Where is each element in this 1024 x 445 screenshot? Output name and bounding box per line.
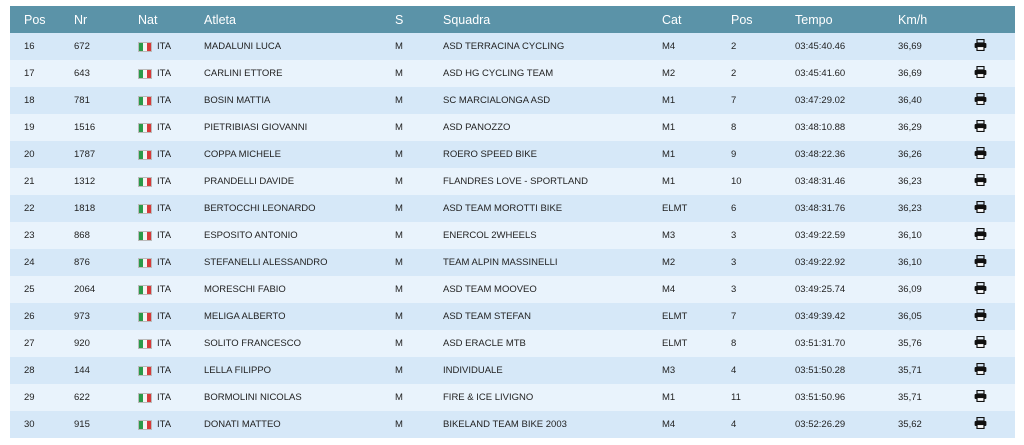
header-atleta[interactable]: Atleta [204, 12, 236, 27]
cell-category: M2 [662, 257, 676, 268]
printer-icon[interactable] [968, 390, 992, 405]
cell-number: 1787 [74, 149, 96, 160]
cell-time: 03:49:22.92 [795, 257, 846, 268]
table-row [10, 249, 1015, 276]
header-kmh[interactable]: Km/h [898, 12, 928, 27]
cell-number: 144 [74, 365, 90, 376]
cell-actions [968, 87, 1015, 114]
italy-flag-icon [138, 312, 152, 322]
nationality [138, 203, 204, 214]
cell-category: M2 [662, 68, 676, 79]
cell-time: 03:51:50.96 [795, 392, 846, 403]
printer-icon[interactable] [968, 174, 992, 189]
italy-flag-icon [138, 42, 152, 52]
cell-category: M4 [662, 41, 676, 52]
cell-athlete: MORESCHI FABIO [204, 284, 286, 295]
table-row [10, 357, 1015, 384]
cell-athlete: LELLA FILIPPO [204, 365, 272, 376]
cell-sex: M [395, 176, 403, 187]
nationality [138, 122, 204, 133]
cell-team: INDIVIDUALE [443, 365, 503, 376]
cell-athlete: CARLINI ETTORE [204, 68, 283, 79]
cell-category-pos: 4 [731, 365, 737, 376]
cell-time: 03:49:22.59 [795, 230, 846, 241]
cell-team: FLANDRES LOVE - SPORTLAND [443, 176, 589, 187]
nationality-code: ITA [157, 203, 172, 214]
nationality [138, 284, 204, 295]
cell-pos: 18 [24, 95, 35, 106]
cell-number: 915 [74, 419, 90, 430]
cell-time: 03:45:41.60 [795, 68, 846, 79]
cell-category-pos: 3 [731, 284, 737, 295]
cell-number: 1818 [74, 203, 96, 214]
nationality [138, 311, 204, 322]
printer-icon[interactable] [968, 309, 992, 324]
cell-nationality [138, 60, 204, 87]
cell-sex: M [395, 41, 403, 52]
table-row [10, 60, 1015, 87]
italy-flag-icon [138, 258, 152, 268]
cell-speed: 35,76 [898, 338, 922, 349]
cell-athlete: MADALUNI LUCA [204, 41, 282, 52]
cell-sex: M [395, 392, 403, 403]
cell-athlete: MELIGA ALBERTO [204, 311, 286, 322]
cell-sex: M [395, 284, 403, 295]
cell-actions [968, 195, 1015, 222]
italy-flag-icon [138, 393, 152, 403]
printer-icon[interactable] [968, 336, 992, 351]
cell-nationality [138, 276, 204, 303]
cell-speed: 35,71 [898, 365, 922, 376]
cell-category: M4 [662, 419, 676, 430]
cell-pos: 16 [24, 41, 35, 52]
cell-pos: 28 [24, 365, 35, 376]
cell-category: M4 [662, 284, 676, 295]
header-pos[interactable]: Pos [24, 12, 46, 27]
nationality-code: ITA [157, 41, 172, 52]
table-row [10, 222, 1015, 249]
cell-actions [968, 357, 1015, 384]
cell-actions [968, 276, 1015, 303]
cell-category: M1 [662, 392, 676, 403]
cell-team: BIKELAND TEAM BIKE 2003 [443, 419, 567, 430]
table-row [10, 141, 1015, 168]
cell-number: 781 [74, 95, 90, 106]
cell-nationality [138, 195, 204, 222]
cell-nationality [138, 384, 204, 411]
cell-pos: 17 [24, 68, 35, 79]
cell-athlete: BORMOLINI NICOLAS [204, 392, 302, 403]
printer-icon[interactable] [968, 147, 992, 162]
italy-flag-icon [138, 366, 152, 376]
cell-category-pos: 7 [731, 95, 737, 106]
cell-pos: 21 [24, 176, 35, 187]
cell-athlete: SOLITO FRANCESCO [204, 338, 301, 349]
cell-speed: 35,71 [898, 392, 922, 403]
cell-speed: 36,10 [898, 230, 922, 241]
table-row [10, 303, 1015, 330]
table-header-row [10, 6, 1015, 33]
cell-category: ELMT [662, 311, 688, 322]
cell-speed: 36,26 [898, 149, 922, 160]
cell-pos: 30 [24, 419, 35, 430]
italy-flag-icon [138, 123, 152, 133]
cell-category: M1 [662, 122, 676, 133]
cell-nationality [138, 330, 204, 357]
header-cat[interactable]: Cat [662, 12, 682, 27]
cell-actions [968, 114, 1015, 141]
cell-athlete: PIETRIBIASI GIOVANNI [204, 122, 308, 133]
cell-speed: 36,29 [898, 122, 922, 133]
cell-nationality [138, 114, 204, 141]
italy-flag-icon [138, 285, 152, 295]
italy-flag-icon [138, 69, 152, 79]
cell-sex: M [395, 257, 403, 268]
nationality [138, 41, 204, 52]
cell-number: 973 [74, 311, 90, 322]
cell-actions [968, 168, 1015, 195]
cell-pos: 25 [24, 284, 35, 295]
cell-time: 03:48:22.36 [795, 149, 846, 160]
nationality-code: ITA [157, 230, 172, 241]
cell-nationality [138, 33, 204, 60]
cell-category: M1 [662, 176, 676, 187]
cell-number: 2064 [74, 284, 96, 295]
cell-time: 03:48:31.76 [795, 203, 846, 214]
cell-category-pos: 2 [731, 68, 737, 79]
cell-sex: M [395, 122, 403, 133]
table-row [10, 276, 1015, 303]
nationality [138, 392, 204, 403]
cell-time: 03:49:25.74 [795, 284, 846, 295]
cell-number: 622 [74, 392, 90, 403]
cell-speed: 36,09 [898, 284, 922, 295]
cell-team: ROERO SPEED BIKE [443, 149, 537, 160]
cell-category-pos: 9 [731, 149, 737, 160]
italy-flag-icon [138, 150, 152, 160]
cell-nationality [138, 87, 204, 114]
table-row [10, 87, 1015, 114]
italy-flag-icon [138, 420, 152, 430]
cell-team: ASD TEAM STEFAN [443, 311, 531, 322]
results-table-body [10, 33, 1015, 438]
cell-team: ASD TERRACINA CYCLING [443, 41, 565, 52]
cell-nationality [138, 357, 204, 384]
cell-sex: M [395, 95, 403, 106]
nationality [138, 149, 204, 160]
printer-icon[interactable] [968, 417, 992, 432]
printer-icon[interactable] [968, 255, 992, 270]
printer-icon[interactable] [968, 282, 992, 297]
cell-category: M1 [662, 149, 676, 160]
cell-team: FIRE & ICE LIVIGNO [443, 392, 534, 403]
nationality-code: ITA [157, 95, 172, 106]
cell-team: ASD ERACLE MTB [443, 338, 526, 349]
cell-category-pos: 4 [731, 419, 737, 430]
cell-team: ENERCOL 2WHEELS [443, 230, 537, 241]
cell-time: 03:52:26.29 [795, 419, 846, 430]
cell-speed: 36,23 [898, 203, 922, 214]
printer-icon[interactable] [968, 201, 992, 216]
header-sex[interactable]: S [395, 12, 404, 27]
cell-time: 03:48:31.46 [795, 176, 846, 187]
nationality [138, 230, 204, 241]
cell-time: 03:49:39.42 [795, 311, 846, 322]
nationality-code: ITA [157, 176, 172, 187]
nationality [138, 419, 204, 430]
italy-flag-icon [138, 204, 152, 214]
nationality-code: ITA [157, 311, 172, 322]
printer-icon[interactable] [968, 66, 992, 81]
cell-actions [968, 222, 1015, 249]
cell-sex: M [395, 311, 403, 322]
header-nat[interactable]: Nat [138, 12, 158, 27]
cell-category-pos: 11 [731, 392, 741, 403]
cell-speed: 35,62 [898, 419, 922, 430]
table-row [10, 195, 1015, 222]
cell-category-pos: 3 [731, 230, 737, 241]
header-squadra[interactable]: Squadra [443, 12, 491, 27]
cell-athlete: BERTOCCHI LEONARDO [204, 203, 316, 214]
cell-number: 643 [74, 68, 90, 79]
cell-actions [968, 249, 1015, 276]
header-tempo[interactable]: Tempo [795, 12, 833, 27]
cell-nationality [138, 141, 204, 168]
cell-time: 03:51:31.70 [795, 338, 846, 349]
cell-nationality [138, 168, 204, 195]
table-row [10, 411, 1015, 438]
cell-category: M3 [662, 230, 676, 241]
cell-number: 868 [74, 230, 90, 241]
cell-pos: 19 [24, 122, 35, 133]
nationality-code: ITA [157, 338, 172, 349]
cell-actions [968, 303, 1015, 330]
cell-actions [968, 330, 1015, 357]
cell-number: 1516 [74, 122, 96, 133]
nationality [138, 365, 204, 376]
cell-actions [968, 33, 1015, 60]
cell-nationality [138, 303, 204, 330]
cell-actions [968, 411, 1015, 438]
cell-team: ASD HG CYCLING TEAM [443, 68, 554, 79]
nationality [138, 338, 204, 349]
italy-flag-icon [138, 231, 152, 241]
cell-category: M1 [662, 95, 676, 106]
cell-team: SC MARCIALONGA ASD [443, 95, 551, 106]
cell-category-pos: 2 [731, 41, 737, 52]
cell-actions [968, 60, 1015, 87]
printer-icon[interactable] [968, 120, 992, 135]
italy-flag-icon [138, 339, 152, 349]
nationality-code: ITA [157, 257, 172, 268]
cell-time: 03:48:10.88 [795, 122, 846, 133]
cell-pos: 22 [24, 203, 35, 214]
cell-category-pos: 7 [731, 311, 737, 322]
cell-speed: 36,23 [898, 176, 922, 187]
nationality-code: ITA [157, 284, 172, 295]
nationality [138, 257, 204, 268]
nationality [138, 68, 204, 79]
cell-pos: 27 [24, 338, 35, 349]
nationality [138, 95, 204, 106]
cell-category: ELMT [662, 203, 688, 214]
nationality-code: ITA [157, 392, 172, 403]
cell-category: M3 [662, 365, 676, 376]
printer-icon[interactable] [968, 39, 992, 54]
nationality-code: ITA [157, 149, 172, 160]
results-table-container [10, 6, 1015, 438]
nationality-code: ITA [157, 365, 172, 376]
cell-actions [968, 384, 1015, 411]
cell-pos: 23 [24, 230, 35, 241]
cell-pos: 29 [24, 392, 35, 403]
cell-category-pos: 8 [731, 338, 737, 349]
cell-nationality [138, 222, 204, 249]
cell-category: ELMT [662, 338, 688, 349]
nationality-code: ITA [157, 122, 172, 133]
cell-time: 03:45:40.46 [795, 41, 846, 52]
cell-number: 876 [74, 257, 90, 268]
nationality-code: ITA [157, 68, 172, 79]
cell-number: 1312 [74, 176, 96, 187]
cell-athlete: STEFANELLI ALESSANDRO [204, 257, 328, 268]
cell-category-pos: 3 [731, 257, 737, 268]
cell-team: ASD TEAM MOOVEO [443, 284, 537, 295]
cell-sex: M [395, 419, 403, 430]
cell-speed: 36,69 [898, 68, 922, 79]
cell-nationality [138, 249, 204, 276]
cell-speed: 36,10 [898, 257, 922, 268]
cell-actions [968, 141, 1015, 168]
cell-athlete: DONATI MATTEO [204, 419, 281, 430]
cell-sex: M [395, 338, 403, 349]
header-actions [968, 6, 1015, 33]
cell-sex: M [395, 203, 403, 214]
cell-sex: M [395, 230, 403, 241]
cell-sex: M [395, 149, 403, 160]
printer-icon[interactable] [968, 228, 992, 243]
cell-speed: 36,40 [898, 95, 922, 106]
cell-team: ASD PANOZZO [443, 122, 511, 133]
table-row [10, 114, 1015, 141]
nationality-code: ITA [157, 419, 172, 430]
cell-sex: M [395, 68, 403, 79]
cell-number: 920 [74, 338, 90, 349]
printer-icon[interactable] [968, 363, 992, 378]
cell-athlete: PRANDELLI DAVIDE [204, 176, 295, 187]
cell-team: TEAM ALPIN MASSINELLI [443, 257, 558, 268]
nationality [138, 176, 204, 187]
italy-flag-icon [138, 177, 152, 187]
cell-team: ASD TEAM MOROTTI BIKE [443, 203, 563, 214]
printer-icon[interactable] [968, 93, 992, 108]
cell-speed: 36,69 [898, 41, 922, 52]
header-cat-pos[interactable]: Pos [731, 12, 753, 27]
table-row [10, 384, 1015, 411]
italy-flag-icon [138, 96, 152, 106]
table-row [10, 168, 1015, 195]
cell-athlete: ESPOSITO ANTONIO [204, 230, 298, 241]
table-row [10, 33, 1015, 60]
cell-time: 03:47:29.02 [795, 95, 846, 106]
cell-pos: 20 [24, 149, 35, 160]
table-row [10, 330, 1015, 357]
cell-pos: 26 [24, 311, 35, 322]
cell-sex: M [395, 365, 403, 376]
cell-category-pos: 6 [731, 203, 737, 214]
cell-category-pos: 8 [731, 122, 737, 133]
cell-pos: 24 [24, 257, 35, 268]
header-nr[interactable]: Nr [74, 12, 88, 27]
results-table [10, 6, 1015, 438]
cell-category-pos: 10 [731, 176, 742, 187]
cell-speed: 36,05 [898, 311, 922, 322]
cell-number: 672 [74, 41, 90, 52]
cell-nationality [138, 411, 204, 438]
cell-athlete: COPPA MICHELE [204, 149, 281, 160]
cell-time: 03:51:50.28 [795, 365, 846, 376]
cell-athlete: BOSIN MATTIA [204, 95, 271, 106]
